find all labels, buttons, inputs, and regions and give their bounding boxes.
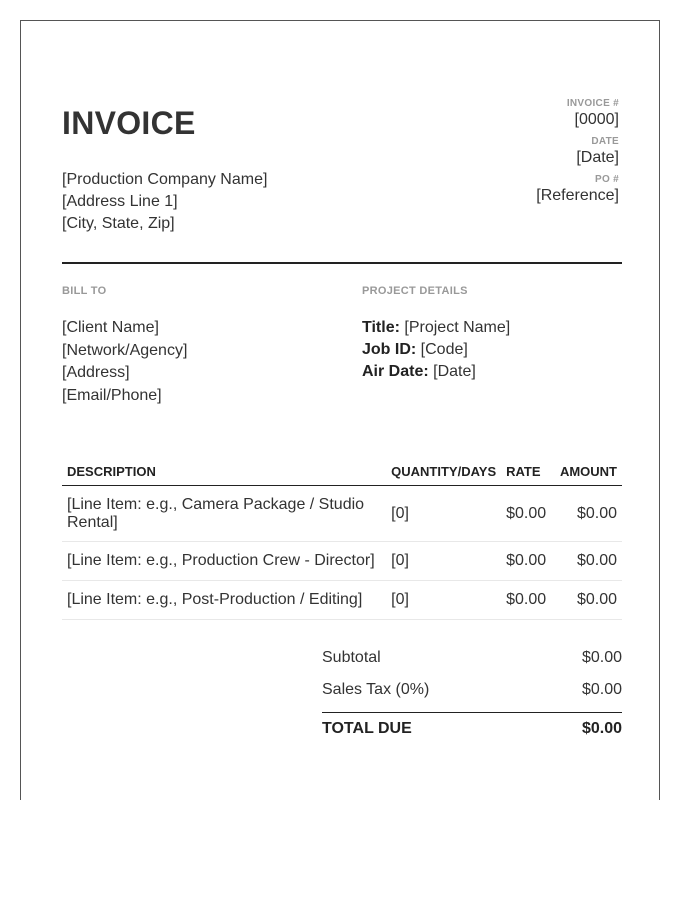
invoice-number-value: [0000] xyxy=(574,111,619,128)
line-items-table xyxy=(62,457,622,620)
total-due-row xyxy=(322,713,622,743)
item-quantity: [0] xyxy=(386,581,501,620)
project-title-key: Title: xyxy=(362,319,400,336)
job-id-line xyxy=(362,339,510,361)
subtotal-value: $0.00 xyxy=(581,649,622,666)
company-address-line: [Address Line 1] xyxy=(62,193,178,210)
job-id-value: [Code] xyxy=(420,341,468,358)
item-amount: $0.00 xyxy=(551,486,622,542)
date-value: [Date] xyxy=(576,149,619,166)
project-title-value: [Project Name] xyxy=(404,319,511,336)
job-id-key: Job ID: xyxy=(362,341,417,358)
item-description: [Line Item: e.g., Production Crew - Director] xyxy=(62,542,386,581)
company-name: [Production Company Name] xyxy=(62,171,268,188)
item-amount: $0.00 xyxy=(551,542,622,581)
air-date-line xyxy=(362,361,510,383)
client-name: [Client Name] xyxy=(62,319,159,336)
item-rate: $0.00 xyxy=(501,486,551,542)
invoice-sheet xyxy=(20,20,660,800)
description-header: DESCRIPTION xyxy=(62,457,386,486)
sales-tax-row xyxy=(322,678,622,710)
company-address xyxy=(62,169,267,235)
total-due-value: $0.00 xyxy=(581,720,622,737)
air-date-value: [Date] xyxy=(433,363,476,380)
item-quantity: [0] xyxy=(386,542,501,581)
quantity-header: QUANTITY/DAYS xyxy=(386,457,501,486)
project-details-block xyxy=(362,317,510,383)
table-row xyxy=(62,542,622,581)
item-rate: $0.00 xyxy=(501,542,551,581)
item-quantity: [0] xyxy=(386,486,501,542)
po-value: [Reference] xyxy=(536,187,619,204)
client-contact: [Email/Phone] xyxy=(62,386,162,404)
item-amount: $0.00 xyxy=(551,581,622,620)
company-city-state-zip: [City, State, Zip] xyxy=(62,215,175,232)
subtotal-label: Subtotal xyxy=(322,649,381,666)
client-network: [Network/Agency] xyxy=(62,341,188,359)
bill-to-block xyxy=(62,317,187,407)
date-label: DATE xyxy=(591,136,619,147)
rate-header: RATE xyxy=(501,457,551,486)
invoice-title: INVOICE xyxy=(62,105,196,141)
bill-to-label: BILL TO xyxy=(62,285,107,297)
sales-tax-value: $0.00 xyxy=(581,681,622,698)
invoice-meta xyxy=(536,98,619,212)
header-divider xyxy=(62,262,622,264)
air-date-key: Air Date: xyxy=(362,363,429,380)
project-details-label: PROJECT DETAILS xyxy=(362,285,468,297)
client-address: [Address] xyxy=(62,364,130,381)
po-label: PO # xyxy=(595,174,619,185)
total-due-label: TOTAL DUE xyxy=(322,720,412,737)
totals-block xyxy=(322,646,622,743)
item-description: [Line Item: e.g., Post-Production / Editing] xyxy=(62,581,386,620)
table-header-row xyxy=(62,457,622,486)
subtotal-row xyxy=(322,646,622,678)
item-description: [Line Item: e.g., Camera Package / Studio Rental] xyxy=(62,486,386,542)
table-row xyxy=(62,486,622,542)
item-rate: $0.00 xyxy=(501,581,551,620)
invoice-number-label: INVOICE # xyxy=(566,98,619,109)
table-row xyxy=(62,581,622,620)
amount-header: AMOUNT xyxy=(551,457,622,486)
project-title-line xyxy=(362,317,510,339)
sales-tax-label: Sales Tax (0%) xyxy=(322,681,430,698)
